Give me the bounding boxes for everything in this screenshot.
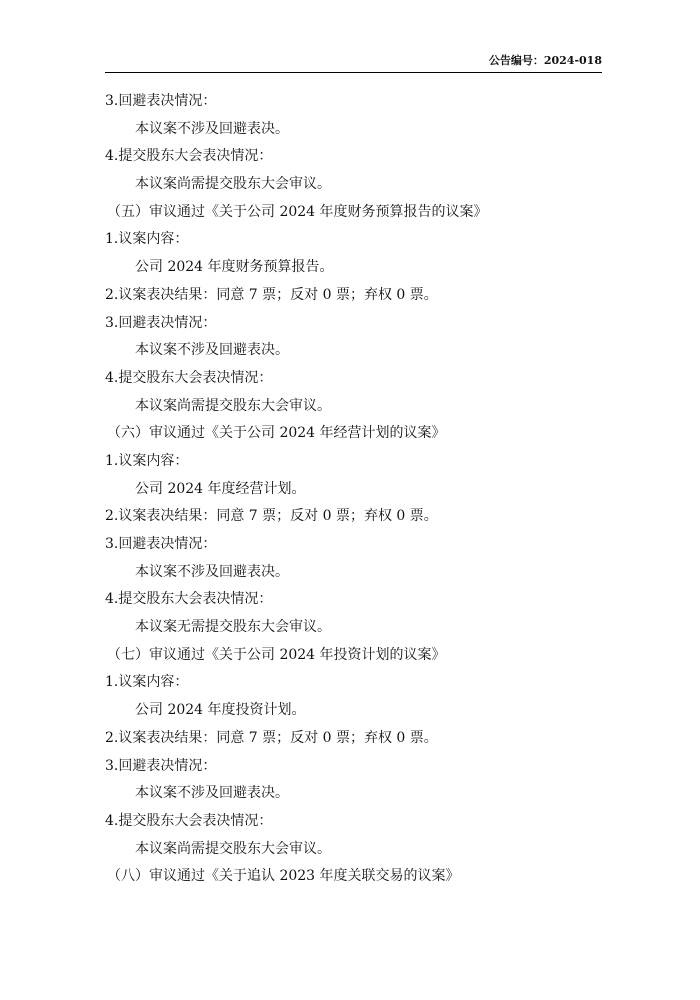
item-label: 1.议案内容： xyxy=(105,231,189,248)
item-label: 2.议案表决结果：同意 7 票；反对 0 票；弃权 0 票。 xyxy=(105,286,438,303)
item-label: 2.议案表决结果：同意 7 票；反对 0 票；弃权 0 票。 xyxy=(105,729,438,746)
item-label: 2.议案表决结果：同意 7 票；反对 0 票；弃权 0 票。 xyxy=(105,508,438,525)
section-heading: （五）审议通过《关于公司 2024 年度财务预算报告的议案》 xyxy=(107,203,488,220)
item-label: 4.提交股东大会表决情况： xyxy=(105,369,273,386)
item-label: 3.回避表决情况： xyxy=(105,93,217,109)
document-body xyxy=(105,88,605,891)
announcement-number: 公告编号：2024-018 xyxy=(488,54,602,67)
paragraph-text: 本议案不涉及回避表决。 xyxy=(135,342,289,359)
item-label: 3.回避表决情况： xyxy=(105,314,217,331)
paragraph-text: 本议案尚需提交股东大会审议。 xyxy=(135,397,331,414)
item-label: 4.提交股东大会表决情况： xyxy=(105,812,273,829)
section-heading: （七）审议通过《关于公司 2024 年投资计划的议案》 xyxy=(107,646,446,663)
paragraph-text: 本议案不涉及回避表决。 xyxy=(135,563,289,580)
paragraph-text: 公司 2024 年度经营计划。 xyxy=(135,480,306,497)
paragraph-text: 本议案尚需提交股东大会审议。 xyxy=(135,840,331,857)
paragraph-text: 本议案尚需提交股东大会审议。 xyxy=(135,176,331,193)
item-label: 1.议案内容： xyxy=(105,674,189,691)
section-heading: （六）审议通过《关于公司 2024 年经营计划的议案》 xyxy=(107,425,446,442)
item-label: 3.回避表决情况： xyxy=(105,757,217,774)
item-label: 4.提交股东大会表决情况： xyxy=(105,591,273,608)
item-label: 4.提交股东大会表决情况： xyxy=(105,148,273,165)
page-header xyxy=(105,44,602,73)
paragraph-text: 本议案不涉及回避表决。 xyxy=(135,785,289,802)
paragraph-text: 公司 2024 年度财务预算报告。 xyxy=(135,259,334,276)
section-heading: （八）审议通过《关于追认 2023 年度关联交易的议案》 xyxy=(107,868,460,885)
paragraph-text: 公司 2024 年度投资计划。 xyxy=(135,702,306,719)
item-label: 3.回避表决情况： xyxy=(105,536,217,552)
item-label: 1.议案内容： xyxy=(105,452,189,469)
paragraph-text: 本议案无需提交股东大会审议。 xyxy=(135,619,331,636)
paragraph-text: 本议案不涉及回避表决。 xyxy=(135,120,289,137)
